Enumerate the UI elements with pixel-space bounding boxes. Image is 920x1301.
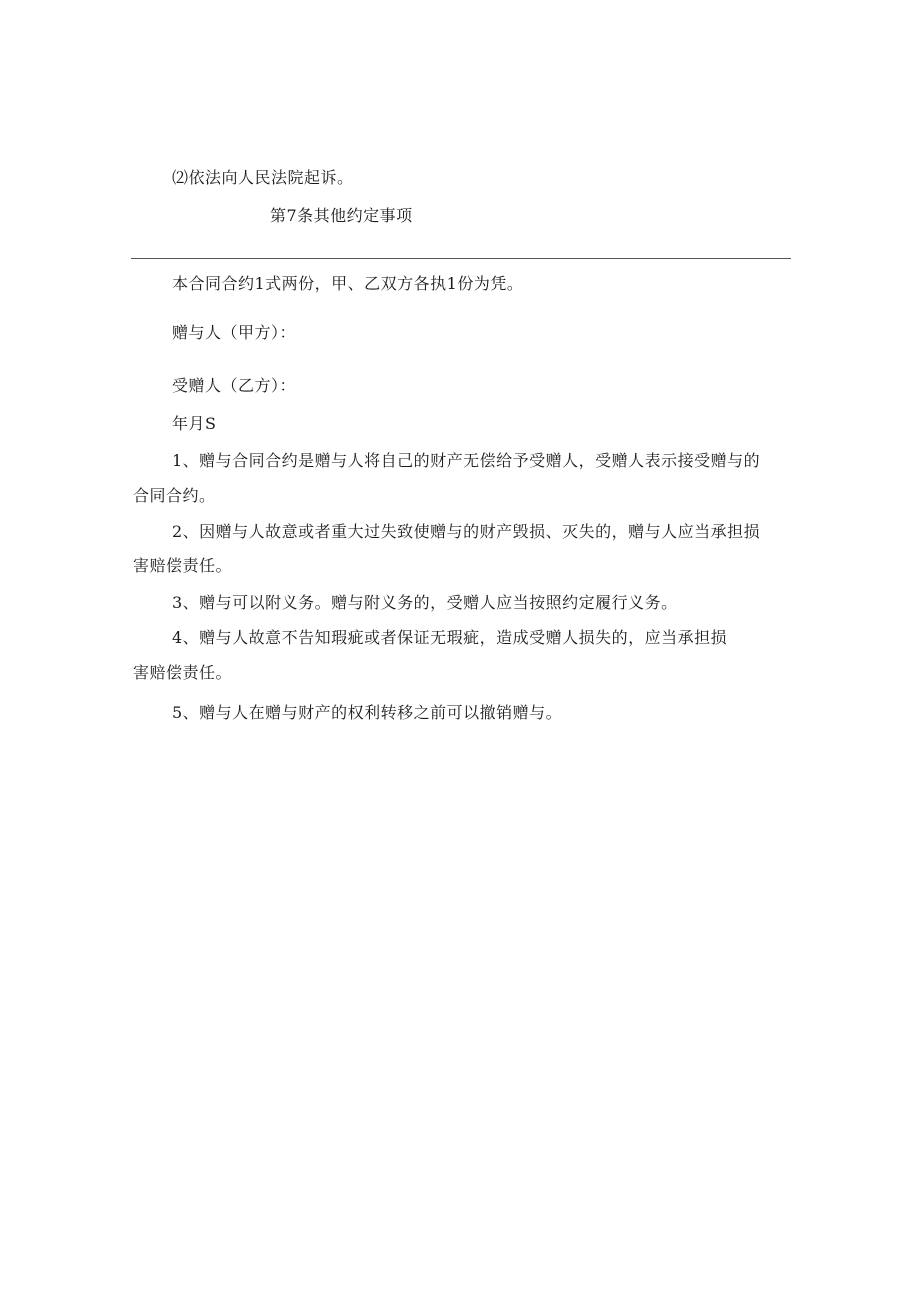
article-7-heading: 第7条其他约定事项: [270, 206, 413, 225]
date-label: 年月S: [172, 414, 217, 433]
note-4-line-2: 害赔偿责任。: [133, 663, 233, 682]
donor-signature-label: 赠与人（甲方）：: [172, 323, 297, 342]
note-2-line-1: 2、因赠与人故意或者重大过失致使赠与的财产毁损、灭失的，赠与人应当承担损: [172, 522, 761, 541]
note-1-line-2: 合同合约。: [133, 486, 216, 505]
note-4-line-1: 4、赠与人故意不告知瑕疵或者保证无瑕疵，造成受赠人损失的，应当承担损: [172, 628, 728, 647]
note-2-line-2: 害赔偿责任。: [133, 556, 233, 575]
copies-statement: 本合同合约1式两份，甲、乙双方各执1份为凭。: [172, 274, 524, 293]
clause-remedy: ⑵依法向人民法院起诉。: [172, 168, 354, 187]
note-5: 5、赠与人在赠与财产的权利转移之前可以撤销赠与。: [172, 703, 563, 722]
donee-signature-label: 受赠人（乙方）：: [172, 376, 297, 395]
note-1-line-1: 1、赠与合同合约是赠与人将自己的财产无偿给予受赠人，受赠人表示接受赠与的: [172, 451, 761, 470]
note-3: 3、赠与可以附义务。赠与附义务的，受赠人应当按照约定履行义务。: [172, 593, 678, 612]
section-divider: [131, 258, 791, 259]
